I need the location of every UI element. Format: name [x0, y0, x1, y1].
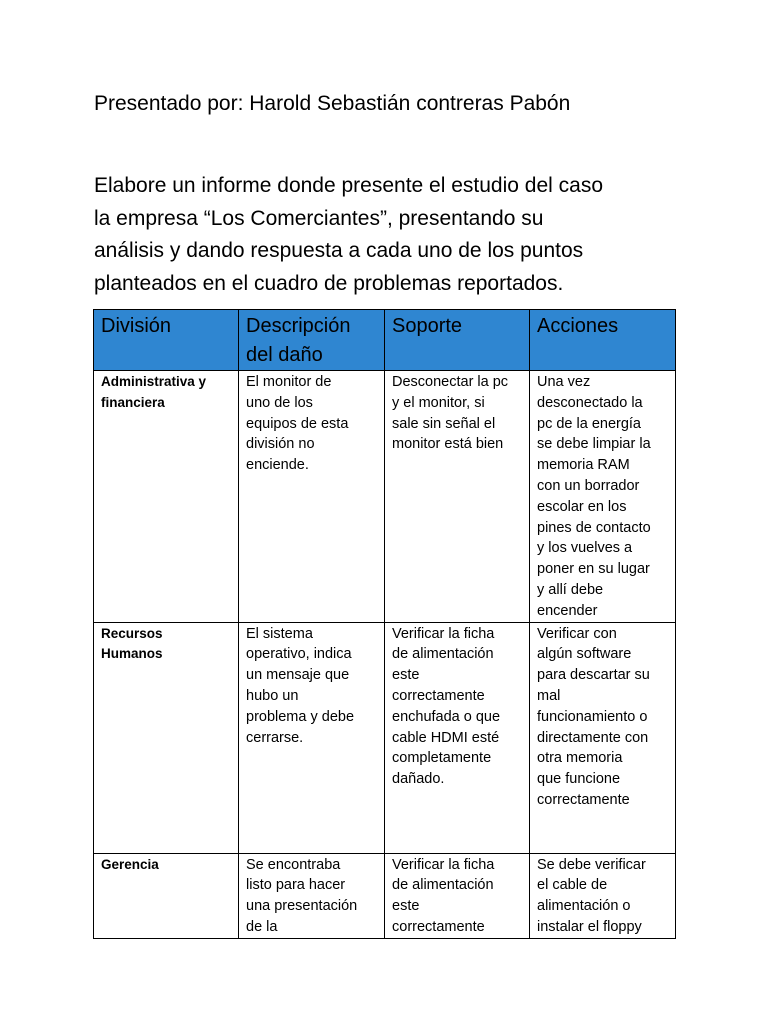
cell-text-line: alimentación o	[537, 898, 631, 915]
cell-text-line: y los vuelves a	[537, 540, 633, 557]
cell-text-line: otra memoria	[537, 750, 623, 767]
cell-division	[94, 371, 239, 623]
cell-text-line: Acciones	[537, 315, 619, 337]
cell-actions	[530, 371, 676, 623]
cell-text-line: problema y debe	[246, 708, 355, 725]
cell-text-line: este	[392, 667, 420, 684]
cell-text-line: del daño	[246, 344, 323, 366]
cell-text-line: encender	[537, 602, 598, 619]
cell-text-line: y el monitor, si	[392, 394, 485, 411]
cell-division	[94, 853, 239, 938]
problems-table	[93, 309, 676, 939]
cell-text-line: que funcione	[537, 771, 621, 788]
cell-actions	[530, 853, 676, 938]
cell-text-line: Una vez	[537, 374, 591, 390]
cell-division	[94, 622, 239, 853]
cell-text-line: correctamente	[392, 918, 485, 935]
cell-text-line: hubo un	[246, 687, 299, 704]
cell-text-line: funcionamiento o	[537, 708, 648, 725]
cell-text-line: directamente con	[537, 729, 649, 746]
cell-text-line: instalar el floppy	[537, 918, 642, 935]
intro-line: planteados en el cuadro de problemas reportados.	[94, 271, 564, 295]
cell-text-line: Verificar la ficha	[392, 856, 495, 873]
table-row	[94, 622, 676, 853]
cell-text-line: Recursos	[101, 625, 163, 641]
cell-text-line: para descartar su	[537, 667, 650, 684]
cell-text-line: algún software	[537, 646, 632, 663]
cell-text-line: operativo, indica	[246, 646, 352, 663]
intro-line: análisis y dando respuesta a cada uno de los puntos	[94, 239, 584, 262]
cell-text-line: pc de la energía	[537, 415, 641, 432]
intro-line: la empresa “Los Comerciantes”, presentando su	[94, 206, 544, 230]
intro-paragraph	[94, 170, 694, 300]
cell-text-line: Se encontraba	[246, 856, 341, 873]
cell-text-line: Soporte	[392, 315, 463, 337]
cell-text-line: sale sin señal el	[392, 415, 496, 432]
cell-text-line: se debe limpiar la	[537, 436, 651, 453]
cell-text-line: con un borrador	[537, 477, 640, 494]
cell-text-line: pines de contacto	[537, 519, 651, 536]
cell-text-line: completamente	[392, 750, 492, 767]
cell-text-line: Verificar la ficha	[392, 625, 495, 642]
cell-text-line: desconectado la	[537, 394, 643, 411]
cell-text-line: correctamente	[392, 687, 485, 704]
cell-text-line: un mensaje que	[246, 667, 350, 684]
cell-text-line: este	[392, 898, 420, 915]
cell-text-line: Gerencia	[101, 856, 159, 872]
table-row	[94, 853, 676, 938]
cell-text-line: mal	[537, 687, 561, 704]
cell-text-line: monitor está bien	[392, 436, 504, 453]
cell-text-line: financiera	[101, 394, 165, 410]
cell-text-line: poner en su lugar	[537, 561, 650, 578]
cell-description	[239, 853, 385, 938]
cell-text-line: Administrativa y	[101, 374, 207, 389]
cell-text-line: de alimentación	[392, 646, 494, 663]
table-header-row	[94, 310, 676, 371]
cell-text-line: dañado.	[392, 771, 445, 788]
cell-text-line: Verificar con	[537, 625, 617, 642]
cell-support	[385, 622, 530, 853]
cell-text-line: listo para hacer	[246, 877, 346, 894]
cell-text-line: una presentación	[246, 898, 358, 915]
cell-description	[239, 622, 385, 853]
cell-text-line: División	[101, 315, 172, 337]
header-support	[385, 310, 530, 371]
cell-actions	[530, 622, 676, 853]
cell-text-line: escolar en los	[537, 498, 627, 515]
cell-text-line: enciende.	[246, 457, 309, 474]
cell-text-line: cerrarse.	[246, 729, 304, 746]
cell-text-line: enchufada o que	[392, 708, 501, 725]
cell-text-line: El monitor de	[246, 374, 332, 390]
table-row	[94, 371, 676, 623]
header-actions	[530, 310, 676, 371]
cell-text-line: división no	[246, 436, 315, 453]
presented-by: Presentado por: Harold Sebastián contreras Pabón	[94, 92, 571, 115]
cell-text-line: el cable de	[537, 877, 608, 894]
intro-line: Elabore un informe donde presente el estudio del caso	[94, 174, 604, 197]
cell-description	[239, 371, 385, 623]
header-division	[94, 310, 239, 371]
cell-text-line: de la	[246, 918, 278, 935]
cell-text-line: Se debe verificar	[537, 856, 646, 873]
cell-text-line: cable HDMI esté	[392, 729, 500, 746]
header-description	[239, 310, 385, 371]
cell-text-line: Desconectar la pc	[392, 374, 509, 390]
cell-text-line: de alimentación	[392, 877, 494, 894]
cell-support	[385, 371, 530, 623]
cell-text-line: Humanos	[101, 646, 163, 662]
cell-text-line: Descripción	[246, 315, 351, 337]
cell-text-line: correctamente	[537, 791, 630, 808]
cell-text-line: y allí debe	[537, 581, 604, 598]
cell-support	[385, 853, 530, 938]
cell-text-line: El sistema	[246, 625, 313, 642]
cell-text-line: memoria RAM	[537, 457, 630, 474]
cell-text-line: equipos de esta	[246, 415, 349, 432]
cell-text-line: uno de los	[246, 394, 313, 411]
